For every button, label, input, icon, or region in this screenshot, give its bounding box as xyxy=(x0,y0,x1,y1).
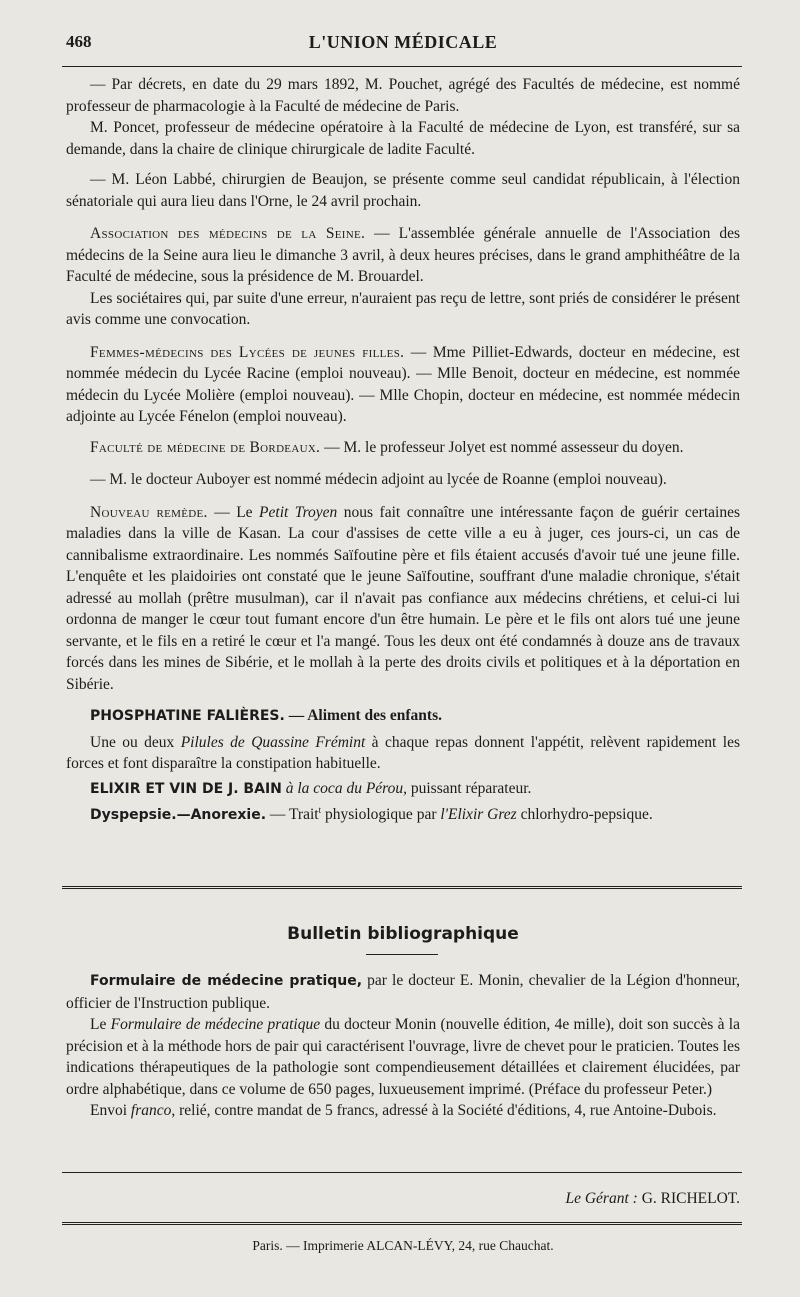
bulletin-entry-head: Formulaire de médecine pratique, xyxy=(90,973,363,989)
item-remede-head: Nouveau remède. xyxy=(90,503,208,521)
ad-dyspepsie-head: Dyspepsie.—Anorexie. xyxy=(90,807,267,824)
item-societaires: Les sociétaires qui, par suite d'une erreur, n'auraient pas reçu de lettre, sont priés de considérer le présent avis comme une convocation. xyxy=(66,289,740,328)
bulletin-double-rule xyxy=(62,886,742,889)
item-remede-text-a: — Le xyxy=(207,503,260,521)
item-association-head: Association des médecins de la Seine. xyxy=(90,225,366,242)
item-bordeaux xyxy=(66,437,740,459)
item-femmes xyxy=(66,342,740,428)
item-remede-source: Petit Troyen xyxy=(259,503,338,521)
ad-elixir-head: ELIXIR ET VIN DE J. BAIN xyxy=(90,780,282,797)
item-association xyxy=(66,223,740,288)
bulletin-column xyxy=(66,970,740,1122)
bulletin-description xyxy=(66,1014,740,1100)
ad-dyspepsie xyxy=(66,800,740,827)
ad-dyspepsie-c: chlorhydro-pepsique. xyxy=(516,806,653,824)
ad-pilules-a: Une ou deux xyxy=(90,733,181,751)
item-remede-text-b: nous fait connaître une intéressante façon de guérir certaines maladies dans la ville de Kasan. La cour d'assises de cette ville a eu à juger, ces jours-ci, un cas de cannibalisme extraordinaire. Les nommés Saïfoutine père et fils étaient accusés d'avoir tué une jeune fille. L'enquête et les plaidoiries ont constaté que le jeune Saïfoutine, souffrant d'une maladie chronique, s'était adressé au mollah (prêtre musulman), car il n'avait pas confiance aux médecins chrétiens, et celui-ci lui ordonna de manger le cœur tout fumant encore d'un être humain. Le père et le fils ont alors tué une jeune servante, et le fils en a retiré le cœur et l'a mangé. Tous les deux ont été condamnés à douze ans de travaux forcés dans les mines de Sibérie, et le mollah à la perte des droits civils et politiques et à la déportation en Sibérie. xyxy=(66,503,740,693)
item-poncet: M. Poncet, professeur de médecine opératoire à la Faculté de médecine de Lyon, est transféré, sur sa demande, dans la chaire de clinique chirurgicale de ladite Faculté. xyxy=(66,119,740,158)
gerant-label: Le Gérant : xyxy=(565,1190,638,1207)
page-header xyxy=(66,32,740,58)
ad-elixir-italic: à la coca du Pérou, xyxy=(281,779,407,797)
ad-dyspepsie-italic: l'Elixir Grez xyxy=(440,806,517,824)
ad-phosphatine-head: PHOSPHATINE FALIÈRES. xyxy=(90,708,285,724)
item-association-text: — L'assemblée générale annuelle de l'Association des médecins de la Seine aura lieu le dimanche 3 avril, à deux heures précises, dans le grand amphithéâtre de la Faculté de médecine, sous la présidence de M. Brouardel. xyxy=(66,225,740,285)
ad-pilules xyxy=(66,732,740,775)
ad-dyspepsie-b: physiologique par xyxy=(321,806,441,824)
bulletin-envoi-italic: franco xyxy=(130,1102,172,1119)
ad-phosphatine xyxy=(66,705,740,728)
item-auboyer: — M. le docteur Auboyer est nommé médecin adjoint au lycée de Roanne (emploi nouveau). xyxy=(90,471,667,488)
bulletin-envoi-a: Envoi xyxy=(90,1102,131,1119)
bulletin-entry xyxy=(66,970,740,1014)
header-rule xyxy=(62,66,742,67)
item-femmes-head: Femmes-médecins des Lycées de jeunes filles. xyxy=(90,343,405,361)
bulletin-title: Bulletin bibliographique xyxy=(287,924,519,944)
item-labbe: — M. Léon Labbé, chirurgien de Beaujon, se présente comme seul candidat républicain, à l'élection sénatoriale qui aura lieu dans l'Orne, le 24 avril prochain. xyxy=(66,171,740,210)
ad-elixir-text: puissant réparateur. xyxy=(407,779,532,797)
ad-dyspepsie-a: — Trait xyxy=(266,806,319,824)
item-pouchet: — Par décrets, en date du 29 mars 1892, M. Pouchet, agrégé des Facultés de médecine, est nommé professeur de pharmacologie à la Faculté de médecine de Paris. xyxy=(66,76,740,115)
news-column xyxy=(66,74,740,827)
bulletin-envoi xyxy=(66,1100,740,1122)
footer-rule-bottom xyxy=(62,1222,742,1225)
ad-dyspepsie-sup: t xyxy=(318,805,322,815)
item-bordeaux-head: Faculté de médecine de Bordeaux. xyxy=(90,438,321,456)
bulletin-desc-title: Formulaire de médecine pratique xyxy=(110,1016,321,1033)
bulletin-title-rule xyxy=(366,954,438,955)
item-femmes-text: — Mme Pilliet-Edwards, docteur en médecine, est nommée médecin du Lycée Racine (emploi nouveau). — Mlle Benoit, docteur en médecine, est nommée médecin du Lycée Molière (emploi nouveau). — Mlle Chopin, docteur en médecine, est nommée médecin adjointe au Lycée Fénelon (emploi nouveau). xyxy=(66,343,740,425)
bulletin-desc-a: Le xyxy=(90,1016,111,1033)
page-number: 468 xyxy=(66,32,92,51)
bulletin-entry-text: par le docteur E. Monin, chevalier de la Légion d'honneur, officier de l'Instruction publique. xyxy=(66,972,740,1012)
imprint-line: Paris. — Imprimerie ALCAN-LÉVY, 24, rue Chauchat. xyxy=(252,1238,554,1253)
ad-pilules-name: Pilules de Quassine Frémint xyxy=(180,733,366,751)
item-remede xyxy=(66,502,740,696)
journal-title: L'UNION MÉDICALE xyxy=(308,32,498,52)
ad-pilules-b: à chaque repas donnent l'appétit, relèvent rapidement les forces et font disparaître la constipation habituelle. xyxy=(66,733,740,772)
bulletin-desc-b: du docteur Monin (nouvelle édition, 4e mille), doit son succès à la précision et à la méthode hors de pair qui caractérisent l'ouvrage, livre de chevet pour le praticien. Toutes les indications thérapeutiques de la pathologie sont compendieusement détaillées et clairement élucidées, par ordre alphabétique, dans ce volume de 650 pages, luxueusement imprimé. (Préface du professeur Peter.) xyxy=(66,1016,740,1098)
bulletin-envoi-b: , relié, contre mandat de 5 francs, adressé à la Société d'éditions, 4, rue Antoine-Dubois. xyxy=(171,1102,717,1119)
ad-phosphatine-text: — Aliment des enfants. xyxy=(284,707,443,724)
ad-elixir xyxy=(66,778,740,801)
gerant-line xyxy=(66,1190,740,1208)
item-bordeaux-text: — M. le professeur Jolyet est nommé assesseur du doyen. xyxy=(320,438,684,456)
footer-rule-top xyxy=(62,1172,742,1173)
gerant-name: G. RICHELOT. xyxy=(637,1190,740,1207)
